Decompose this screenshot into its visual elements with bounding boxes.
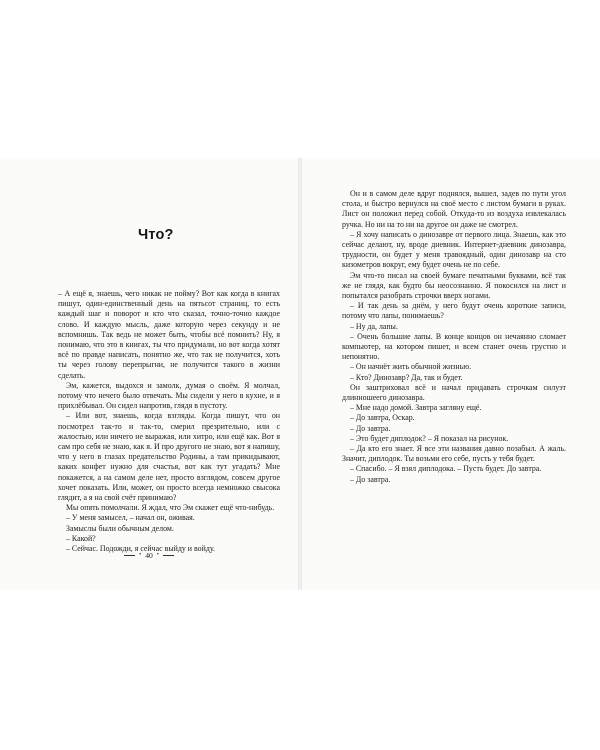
paragraph: Он и в самом деле вдруг поднялся, вышел, задев по пути угол стола, и быстро вернулся на своё место с листом бумаги в руках. Лист он положил перед собой. Откуда-то из воздуха извлекалась ручка. Но ни на то ни на другое он даже не смотрел. bbox=[342, 189, 566, 229]
paragraph: – Кто? Динозавр? Да, так и будет. bbox=[350, 372, 463, 382]
paragraph: – А ещё я, знаешь, чего никак не пойму? Вот как когда в книгах пишут, один-единственный день на пятьсот страниц, то есть каждый шаг и поворот и кто что сказал, точно-точно каждое слово. И каждую мысль, даже которую через секунду и не вспомнишь. Так ведь не может быть, чтобы всё помнить? Ну, я понимаю, что это в книгах, ты что придумали, но вот когда хотят всё по правде написать, понятно же, что так не получится, хоть ты через голову перепрыгни, не получится такого в жизни сделать. bbox=[58, 289, 280, 380]
paragraph: Эм, кажется, выдохся и замолк, думая о своём. Я молчал, потому что нечего было отвечать. Мы сидели у него в кухне, и я прихлёбывал. Он сидел напротив, глядя в пустоту. bbox=[58, 380, 280, 411]
folio-ornament: • bbox=[156, 552, 159, 558]
paragraph: – До завтра. bbox=[350, 423, 391, 433]
page-number bbox=[108, 549, 190, 561]
page-number-text: 40 bbox=[145, 550, 153, 560]
paragraph: – И так день за днём, у него будут очень короткие записи, потому что лапы, понимаешь? bbox=[342, 301, 566, 321]
paragraph: – Спасибо. – Я взял диплодока. – Пусть будет. До завтра. bbox=[350, 464, 542, 474]
paragraph: – Это будет диплодок? – Я показал на рисунок. bbox=[350, 433, 509, 443]
folio-ornament: • bbox=[139, 552, 142, 558]
paragraph: Замыслы были обычным делом. bbox=[66, 523, 174, 533]
paragraph: – Да кто его знает. Я все эти названия давно позабыл. А жаль. Значит, диплодок. Ты возьми его себе, пусть у тебя будет. bbox=[342, 444, 566, 464]
paragraph: Он заштриховал всё и начал придавать строчкам силуэт длинношеего динозавра. bbox=[342, 382, 566, 403]
paragraph: – Сейчас. Подожди, я сейчас выйду и войду. bbox=[66, 544, 215, 554]
left-page bbox=[0, 158, 298, 590]
paragraph: – До завтра. bbox=[350, 474, 391, 484]
paragraph: – До завтра, Оскар. bbox=[350, 413, 415, 423]
paragraph: – Очень большие лапы. В конце концов он нечаянно сломает компьютер, на котором пишет, и всем станет очень грустно и непонятно. bbox=[342, 331, 566, 362]
folio-dash-right bbox=[163, 555, 174, 556]
right-page-text bbox=[342, 189, 566, 485]
folio-dash-left bbox=[124, 555, 135, 556]
book-spread bbox=[0, 158, 600, 590]
paragraph: Эм что-то писал на своей бумаге печатными буквами, всё так же не глядя, как будто бы неосознанно. Я покосился на лист и попытался разобрать строчки вверх ногами. bbox=[342, 270, 566, 301]
right-page bbox=[302, 158, 600, 590]
paragraph: – Ну да, лапы. bbox=[350, 321, 398, 331]
left-page-text bbox=[58, 289, 280, 554]
paragraph: – Он начнёт жить обычной жизнью. bbox=[350, 362, 472, 372]
paragraph: – Или вот, знаешь, когда взгляды. Когда пишут, что он посмотрел так-то и так-то, смерил презрительно, или с жалостью, или ничего не выражая, или хитро, или ещё как. Вот я сам про себя не знаю, как я. И про другого не знаю, вот я напишу, что у него в глазах предательство Родины, а там прикидывают, каких конфет нужно для счастья, вот как тут угадать? Мне покажется, а на самом деле нет, просто взглядом, совсем другое хочет показать. Или, может, он просто всегда немножко свысока глядит, а я на свой счёт принимаю? bbox=[58, 411, 280, 503]
paragraph: – Мне надо домой. Завтра загляну ещё. bbox=[350, 403, 482, 413]
paragraph: Мы опять помолчали. Я ждал, что Эм скажет ещё что-нибудь. bbox=[66, 503, 275, 513]
chapter-title: Что? bbox=[138, 227, 174, 243]
paragraph: – У меня замысел, – начал он, оживая. bbox=[66, 513, 195, 523]
paragraph: – Я хочу написать о динозавре от первого лица. Знаешь, как это сейчас делают, ну, вроде дневник. Интернет-дневник динозавра, трудности, он будет у меня травоядный, один динозавр на сто кизометров вокруг, ему будет очень не по себе. bbox=[342, 229, 566, 270]
paragraph: – Какой? bbox=[66, 533, 96, 543]
